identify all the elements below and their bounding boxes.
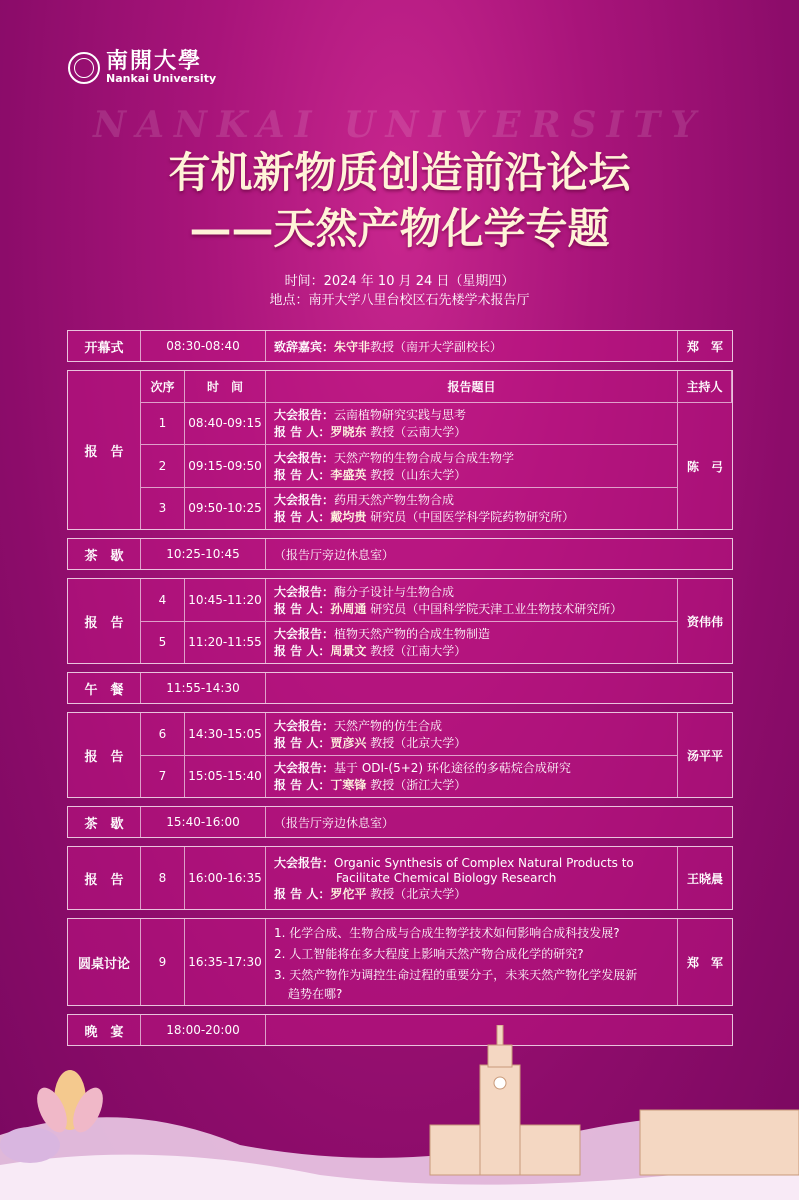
talk-order: 9 <box>141 919 185 1005</box>
talk-row <box>141 403 677 445</box>
talk-time: 16:35-17:30 <box>185 919 266 1005</box>
speaker-name: 罗晓东 <box>330 425 367 440</box>
col-host: 主持人 <box>678 371 732 403</box>
session-name: 报 告 <box>68 713 141 797</box>
talk-order: 5 <box>141 622 185 664</box>
speaker-label: 报 告 人： <box>274 467 331 482</box>
col-topic: 报告题目 <box>447 379 496 394</box>
talk-row <box>141 713 677 756</box>
speaker-label: 报 告 人： <box>274 425 331 440</box>
talk-title: 基于 ODI-(5+2) 环化途径的多萜烷合成研究 <box>334 761 571 776</box>
talk-title: 药用天然产物生物合成 <box>334 493 455 508</box>
talk-title: 天然产物的仿生合成 <box>334 718 443 733</box>
talk-time: 10:45-11:20 <box>185 579 266 621</box>
session-name: 晚 宴 <box>68 1015 141 1045</box>
speaker-name: 戴均贵 <box>330 510 367 525</box>
speaker-role: 教授（江南大学） <box>370 644 467 659</box>
talk-time: 09:50-10:25 <box>185 488 266 529</box>
talk-order: 2 <box>141 445 185 486</box>
speaker-role: 研究员（中国科学院天津工业生物技术研究所） <box>370 601 623 616</box>
speaker-label: 报 告 人： <box>274 778 331 793</box>
university-logo <box>68 50 216 85</box>
talk-label: 大会报告： <box>274 761 335 776</box>
opening-speaker <box>266 331 678 361</box>
lunch-row <box>67 672 733 704</box>
question-item: 3. 天然产物作为调控生命过程的重要分子，未来天然产物化学发展新 <box>274 968 638 982</box>
talk-title: 天然产物的生物合成与合成生物学 <box>334 450 515 465</box>
question-item: 2. 人工智能将在多大程度上影响天然产物合成化学的研究? <box>274 947 584 961</box>
report-session-2 <box>67 578 733 664</box>
question-item: 1. 化学合成、生物合成与合成生物学技术如何影响合成科技发展? <box>274 926 620 940</box>
round-table-row <box>67 918 733 1006</box>
session-name: 报 告 <box>68 579 141 663</box>
opening-row <box>67 330 733 362</box>
empty-cell <box>266 673 732 703</box>
talk-info <box>266 488 677 529</box>
talk-info <box>266 847 678 909</box>
logo-english-name: Nankai University <box>106 72 217 85</box>
talk-info <box>266 403 677 444</box>
speaker-role: 教授（北京大学） <box>370 735 467 750</box>
talk-info <box>266 756 677 798</box>
watermark-text: NANKAI UNIVERSITY <box>93 104 706 146</box>
talk-order: 6 <box>141 713 185 755</box>
speaker-name: 贾彦兴 <box>330 735 367 750</box>
talk-row <box>141 622 677 664</box>
talk-info <box>266 622 677 664</box>
talk-label: 大会报告： <box>274 493 335 508</box>
talk-order: 3 <box>141 488 185 529</box>
report-session-3 <box>67 712 733 798</box>
report-session-1 <box>67 370 733 530</box>
talk-label: 大会报告： <box>274 450 335 465</box>
host-name: 郑 军 <box>686 339 723 354</box>
host-name: 陈 弓 <box>686 459 723 474</box>
session-time: 11:55-14:30 <box>141 673 266 703</box>
talk-title: 酶分子设计与生物合成 <box>334 584 455 599</box>
talk-order: 1 <box>141 403 185 444</box>
session-name: 圆桌讨论 <box>68 919 141 1005</box>
question-item-cont: 趋势在哪? <box>288 987 343 1001</box>
session-time: 15:40-16:00 <box>141 807 266 837</box>
session-name: 报 告 <box>68 847 141 909</box>
discussion-questions <box>266 919 678 1005</box>
talk-label: 大会报告： <box>274 627 335 642</box>
event-place: 地点：南开大学八里台校区石先楼学术报告厅 <box>269 293 530 308</box>
talk-label: 大会报告： <box>274 408 335 423</box>
decorative-footer <box>0 1025 799 1200</box>
talk-info <box>266 445 677 486</box>
speaker-name: 丁寒锋 <box>330 778 367 793</box>
talk-order: 4 <box>141 579 185 621</box>
session-time: 08:30-08:40 <box>141 331 266 361</box>
session-name: 午 餐 <box>68 673 141 703</box>
event-time: 时间：2024 年 10 月 24 日（星期四） <box>284 274 515 289</box>
speaker-label: 报 告 人： <box>274 510 331 525</box>
speaker-role: 教授（浙江大学） <box>370 778 467 793</box>
speaker-label: 报 告 人： <box>274 601 331 616</box>
speaker-role: 教授（南开大学副校长） <box>370 339 503 354</box>
host-name: 郑 军 <box>686 955 723 970</box>
talk-time: 14:30-15:05 <box>185 713 266 755</box>
session-time: 10:25-10:45 <box>141 539 266 569</box>
host-name: 资伟伟 <box>686 614 723 629</box>
speaker-name: 李盛英 <box>330 467 367 482</box>
speaker-label: 报 告 人： <box>274 735 331 750</box>
talk-row <box>141 756 677 798</box>
speaker-role: 教授（云南大学） <box>370 425 467 440</box>
talk-row <box>141 579 677 622</box>
forum-title: 有机新物质创造前沿论坛 <box>168 148 631 197</box>
host-name: 汤平平 <box>686 748 723 763</box>
talk-time: 09:15-09:50 <box>185 445 266 486</box>
talk-label: 大会报告： <box>274 856 335 870</box>
talk-time: 11:20-11:55 <box>185 622 266 664</box>
talk-order: 8 <box>141 847 185 909</box>
talk-title: 植物天然产物的合成生物制造 <box>334 627 491 642</box>
forum-subtitle: ——天然产物化学专题 <box>189 204 610 253</box>
talk-time: 08:40-09:15 <box>185 403 266 444</box>
talk-time: 15:05-15:40 <box>185 756 266 798</box>
session-name: 茶 歇 <box>68 807 141 837</box>
speaker-role: 教授（北京大学） <box>370 887 467 901</box>
talk-order: 7 <box>141 756 185 798</box>
speaker-name: 朱守非 <box>334 339 371 354</box>
talk-label: 大会报告： <box>274 584 335 599</box>
host-name: 王晓晨 <box>686 871 723 886</box>
session-name: 开幕式 <box>68 331 141 361</box>
talk-time: 16:00-16:35 <box>185 847 266 909</box>
session-name: 报 告 <box>68 371 141 529</box>
speaker-role: 教授（山东大学） <box>370 467 467 482</box>
talk-info <box>266 713 677 755</box>
speaker-role: 研究员（中国医学科学院药物研究所） <box>370 510 575 525</box>
speaker-name: 周景文 <box>330 644 367 659</box>
break-location: （报告厅旁边休息室） <box>274 815 395 830</box>
report-session-4 <box>67 846 733 910</box>
talk-info <box>266 579 677 621</box>
talk-row <box>141 488 677 529</box>
tea-break-row <box>67 806 733 838</box>
session-name: 茶 歇 <box>68 539 141 569</box>
header-row <box>141 371 677 403</box>
session-time: 18:00-20:00 <box>141 1015 266 1045</box>
col-time: 时 间 <box>185 371 266 402</box>
talk-row <box>141 445 677 487</box>
speaker-label: 报 告 人： <box>274 887 331 901</box>
talk-label: 大会报告： <box>274 718 335 733</box>
logo-chinese-name: 南開大學 <box>106 48 203 74</box>
tea-break-row <box>67 538 733 570</box>
talk-title: 云南植物研究实践与思考 <box>334 408 467 423</box>
talk-title-cont: Facilitate Chemical Biology Research <box>336 871 557 885</box>
speaker-label: 报 告 人： <box>274 644 331 659</box>
speaker-name: 孙周通 <box>330 601 367 616</box>
talk-title: Organic Synthesis of Complex Natural Products to <box>334 856 634 870</box>
col-order: 次序 <box>141 371 185 402</box>
speaker-name: 罗佗平 <box>330 887 367 901</box>
university-seal-icon <box>68 52 100 84</box>
break-location: （报告厅旁边休息室） <box>274 547 395 562</box>
guest-label: 致辞嘉宾： <box>274 339 335 354</box>
schedule-table <box>67 330 733 1054</box>
